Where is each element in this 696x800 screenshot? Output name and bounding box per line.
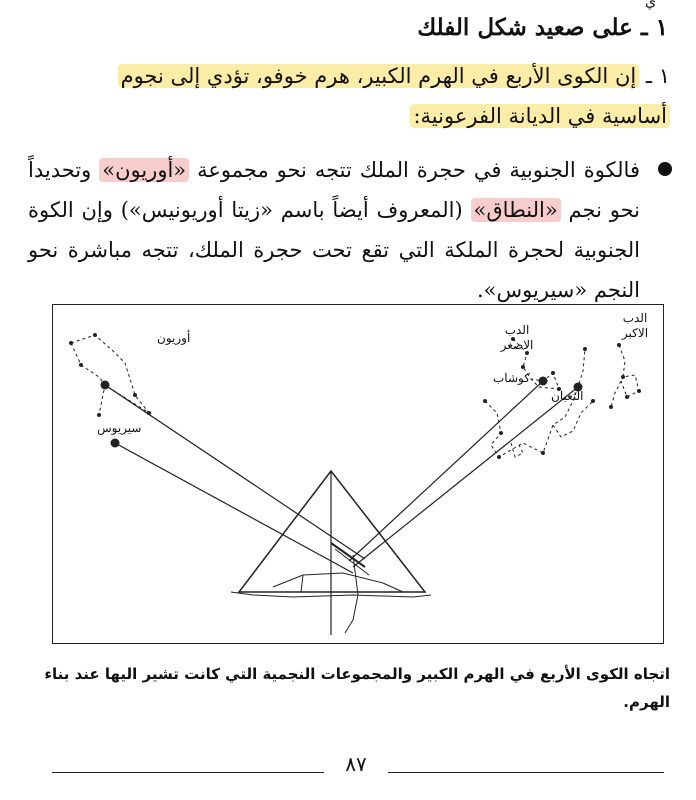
highlight-orion: «أوريون» — [99, 158, 189, 182]
shaft-kochab — [349, 381, 543, 561]
highlight-yellow-line2: أساسية في الديانة الفرعونية: — [410, 104, 670, 128]
paragraph-2-part3: (المعروف أيضاً باسم «زيتا أوريونيس») وإن الكوة الجنوبية لحجرة الملكة التي تقع تحت حجرة الملك، تتجه مباشرة نحو النجم «سيريوس». — [28, 198, 640, 302]
paragraph-2-part2: وتحديداً نحو نجم — [28, 158, 640, 222]
bullet-point — [658, 162, 672, 176]
shaft-thuban — [353, 387, 578, 567]
footer-rule-right — [388, 772, 664, 773]
label-kochab: كوشاب — [493, 371, 530, 385]
paragraph-1-prefix: ١ ـ — [639, 64, 670, 88]
paragraph-2 — [28, 150, 640, 310]
highlight-yellow-line1: إن الكوى الأربع في الهرم الكبير، هرم خوفو، تؤدي إلى نجوم — [118, 64, 640, 88]
star-sirius — [111, 439, 120, 448]
diagram-drawing — [53, 305, 663, 643]
paragraph-2-part1: فالكوة الجنوبية في حجرة الملك تتجه نحو مجموعة — [189, 158, 640, 182]
label-big-dipper: الدب الاكبر — [621, 311, 649, 340]
highlight-belt: «النطاق» — [471, 198, 561, 222]
shaft-sirius — [115, 443, 353, 573]
footer-rule-left — [52, 772, 324, 773]
figure-caption: اتجاه الكوى الأربع في الهرم الكبير والمجموعات النجمية التي كانت تشير اليها عند بناء الهرم. — [44, 665, 670, 711]
label-orion: أوريون — [157, 331, 191, 345]
star-kochab — [539, 377, 548, 386]
star-orion-belt — [101, 381, 110, 390]
page-number: ٨٧ — [345, 752, 367, 776]
top-page-mark: ي — [645, 0, 656, 10]
label-sirius: سيريوس — [97, 421, 142, 435]
shaft-orion — [105, 385, 365, 559]
label-little-dipper: الدب الاصغر — [500, 323, 534, 352]
section-heading: ١ ـ على صعيد شكل الفلك — [417, 14, 668, 41]
paragraph-1 — [30, 56, 670, 136]
pyramid-star-diagram — [52, 304, 664, 644]
label-thuban: الثعبان — [551, 389, 584, 403]
